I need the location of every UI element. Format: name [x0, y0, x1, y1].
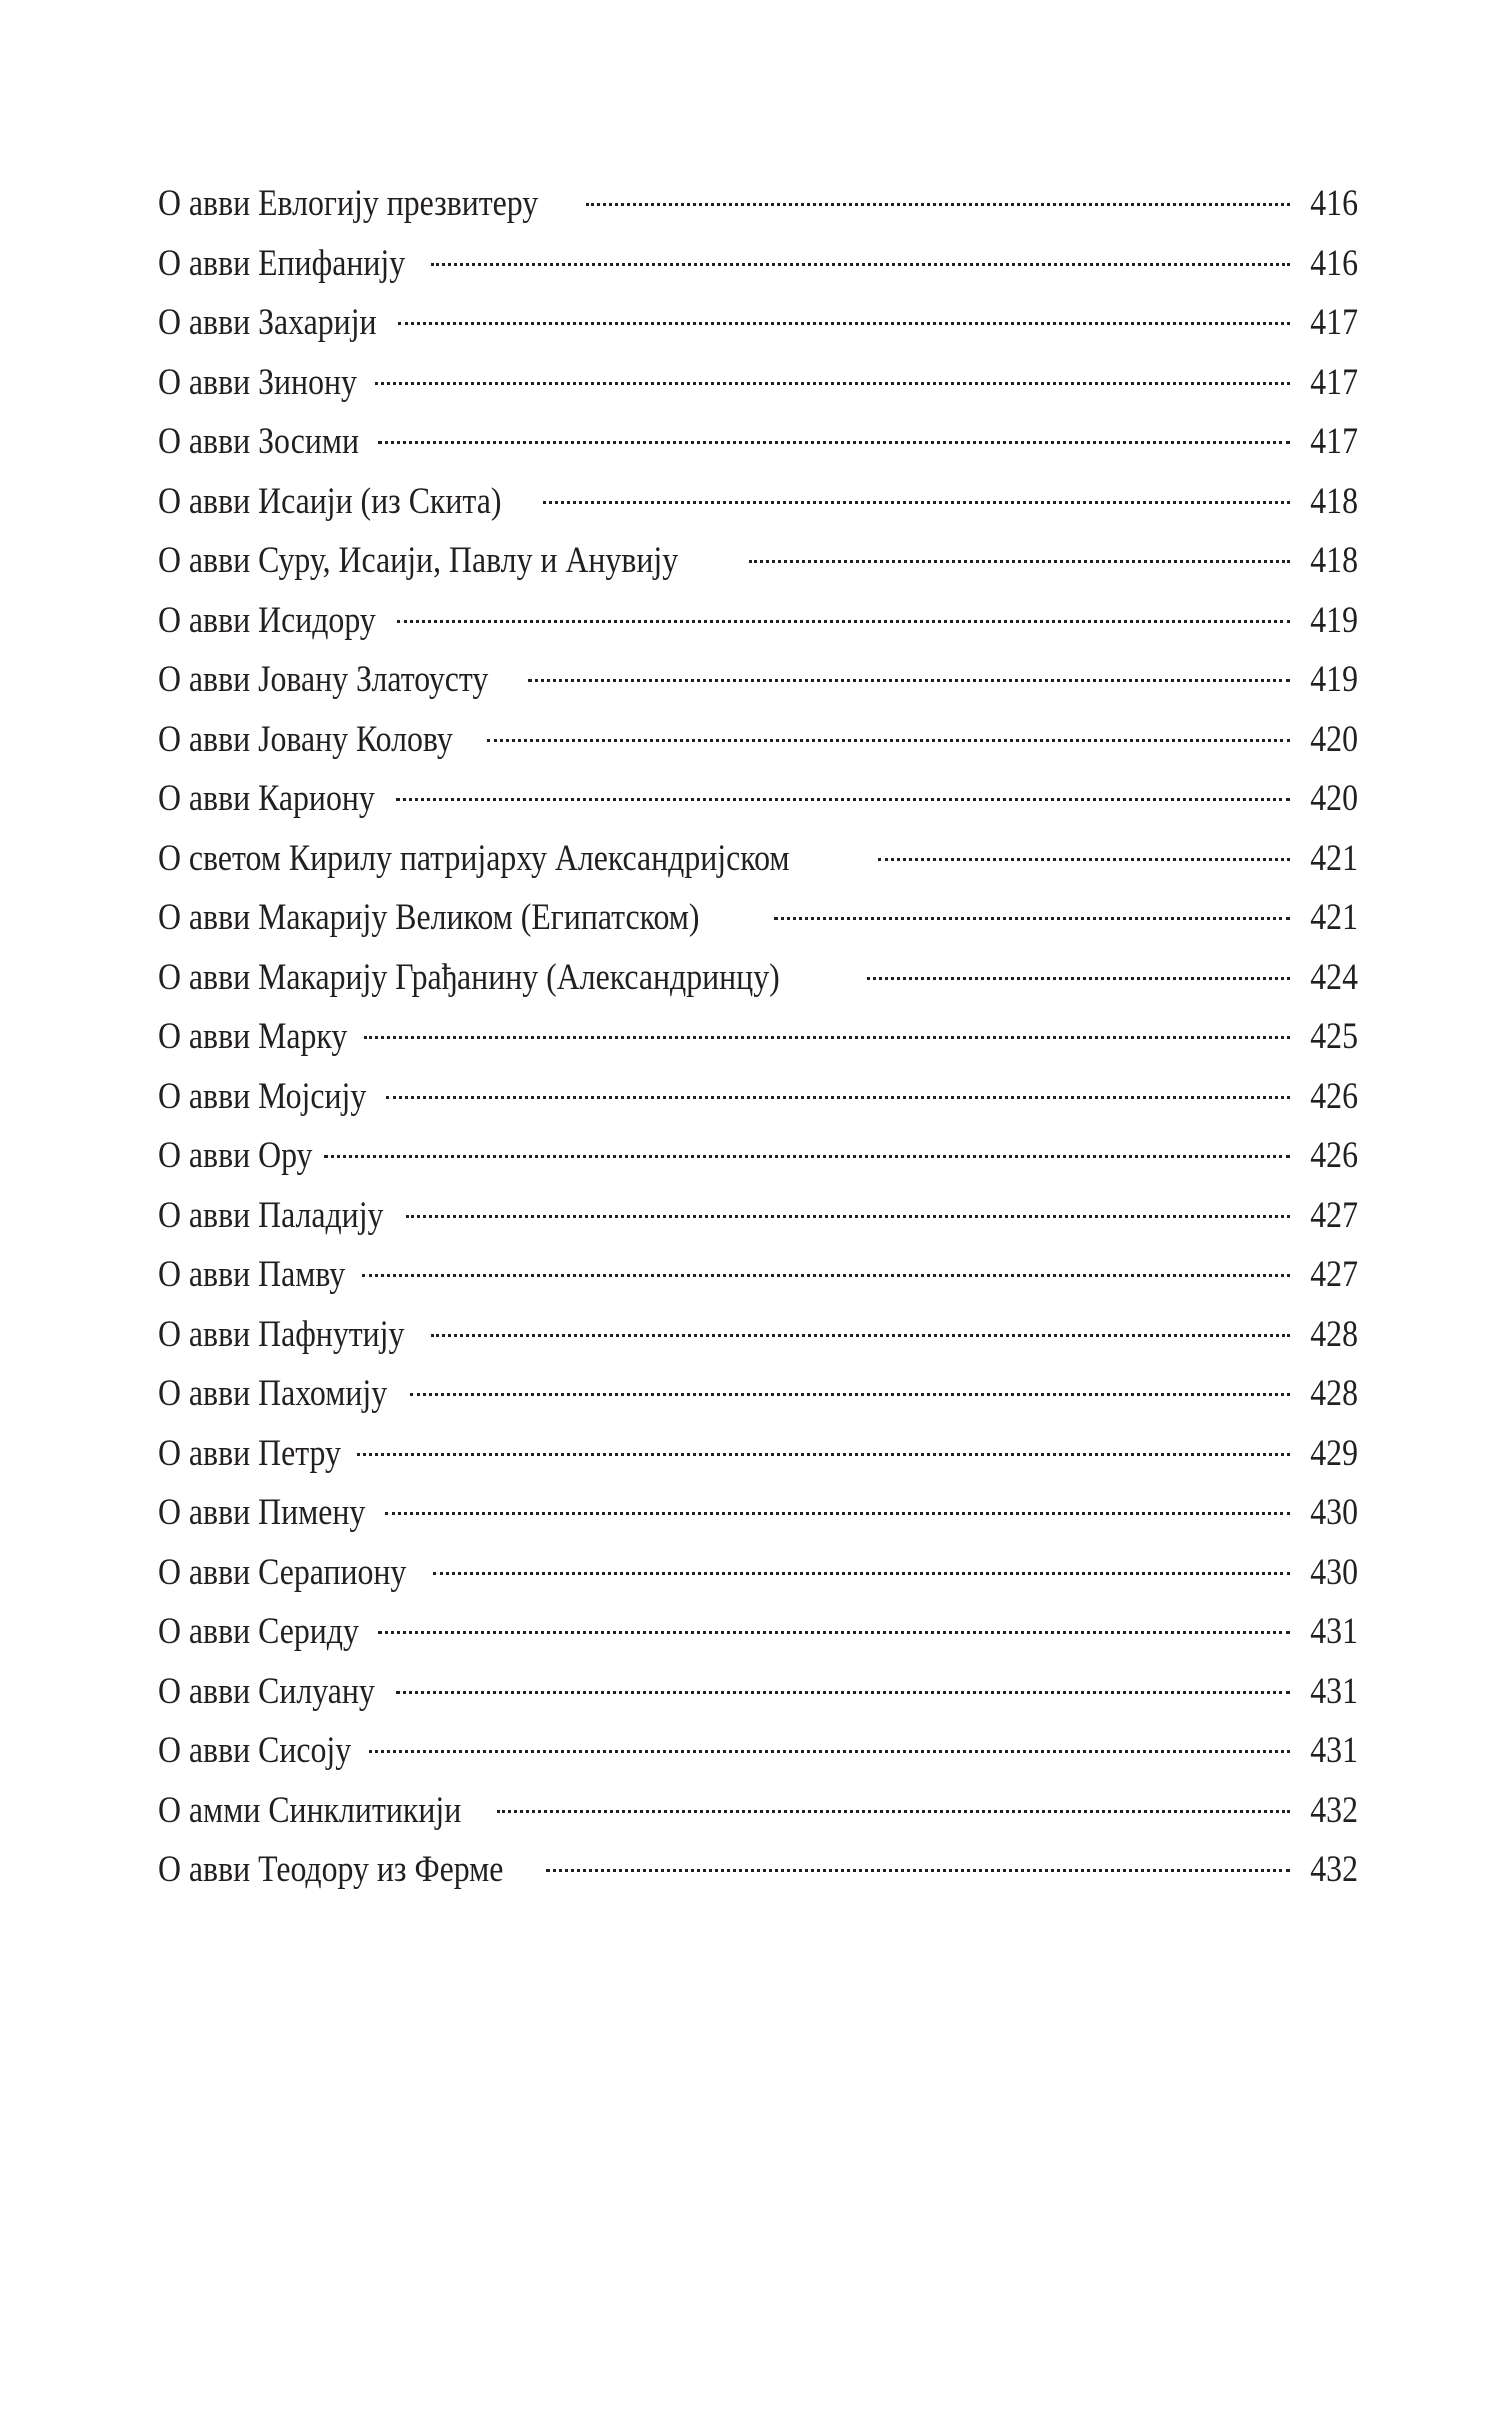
toc-entry [158, 829, 1358, 889]
toc-entry-page-number: 430 [1310, 1492, 1358, 1533]
toc-entry-title: О авви Памву [158, 1254, 346, 1295]
toc-entry [158, 1840, 1358, 1900]
toc-entry-title: О авви Јовану Колову [158, 718, 453, 760]
toc-entry-page-number: 416 [1310, 242, 1358, 284]
toc-entry-page-number: 419 [1310, 659, 1358, 700]
toc-entry [158, 888, 1358, 948]
toc-entry-page-number: 420 [1310, 718, 1358, 760]
dot-leader [410, 1393, 1290, 1396]
table-of-contents [158, 174, 1358, 1900]
toc-entry-page-number: 419 [1310, 599, 1358, 641]
dot-leader [543, 501, 1290, 504]
toc-entry [158, 412, 1358, 472]
toc-entry [158, 1721, 1358, 1781]
toc-entry-page-number: 424 [1310, 956, 1358, 998]
dot-leader [362, 1274, 1290, 1277]
toc-entry [158, 293, 1358, 353]
toc-entry-title: О авви Петру [158, 1432, 341, 1474]
dot-leader [433, 1572, 1290, 1575]
toc-entry-page-number: 430 [1310, 1551, 1358, 1593]
toc-entry [158, 1781, 1358, 1841]
toc-entry [158, 1305, 1358, 1365]
toc-entry [158, 353, 1358, 413]
toc-entry [158, 769, 1358, 829]
dot-leader [406, 1215, 1290, 1218]
toc-entry-title: О авви Макарију Грађанину (Александринцу) [158, 956, 780, 998]
toc-entry-page-number: 416 [1310, 183, 1358, 224]
toc-entry-page-number: 427 [1310, 1194, 1358, 1236]
toc-entry-page-number: 426 [1310, 1075, 1358, 1117]
toc-entry-page-number: 431 [1310, 1730, 1358, 1771]
dot-leader [324, 1155, 1290, 1158]
toc-entry [158, 1424, 1358, 1484]
toc-entry [158, 1126, 1358, 1186]
dot-leader [398, 322, 1290, 325]
toc-entry-page-number: 431 [1310, 1611, 1358, 1652]
toc-entry-title: О авви Серапиону [158, 1551, 407, 1593]
toc-entry [158, 1364, 1358, 1424]
toc-entry-title: О авви Исаији (из Скита) [158, 480, 502, 522]
toc-entry-page-number: 432 [1310, 1849, 1358, 1890]
dot-leader [878, 858, 1290, 861]
toc-entry-page-number: 429 [1310, 1432, 1358, 1474]
toc-entry-title: О авви Исидору [158, 599, 376, 641]
toc-entry-title: О светом Кирилу патријарху Александријском [158, 837, 790, 879]
toc-entry-page-number: 421 [1310, 897, 1358, 938]
dot-leader [431, 1334, 1290, 1337]
toc-entry [158, 650, 1358, 710]
toc-entry-title: О авви Паладију [158, 1194, 384, 1236]
dot-leader [487, 739, 1290, 742]
toc-entry-title: О авви Теодору из Ферме [158, 1849, 504, 1890]
dot-leader [396, 1691, 1290, 1694]
dot-leader [396, 798, 1290, 801]
dot-leader [528, 679, 1290, 682]
dot-leader [375, 382, 1290, 385]
toc-entry-page-number: 431 [1310, 1670, 1358, 1712]
toc-entry-page-number: 417 [1310, 302, 1358, 343]
toc-entry [158, 1245, 1358, 1305]
toc-entry [158, 174, 1358, 234]
toc-entry-page-number: 418 [1310, 480, 1358, 522]
toc-entry [158, 1543, 1358, 1603]
dot-leader [369, 1750, 1290, 1753]
toc-entry-page-number: 426 [1310, 1135, 1358, 1176]
toc-entry [158, 531, 1358, 591]
toc-entry-title: О авви Сисоју [158, 1730, 352, 1771]
toc-entry-page-number: 421 [1310, 837, 1358, 879]
toc-entry [158, 1662, 1358, 1722]
toc-entry [158, 234, 1358, 294]
toc-entry-page-number: 417 [1310, 421, 1358, 462]
toc-entry-title: О авви Ору [158, 1135, 313, 1176]
toc-entry-title: О авви Зинону [158, 361, 357, 403]
toc-entry [158, 948, 1358, 1008]
toc-entry-title: О авви Силуану [158, 1670, 375, 1712]
toc-entry-page-number: 427 [1310, 1254, 1358, 1295]
toc-entry-page-number: 428 [1310, 1373, 1358, 1414]
dot-leader [586, 203, 1290, 206]
dot-leader [364, 1036, 1290, 1039]
toc-entry-title: О авви Суру, Исаији, Павлу и Анувију [158, 540, 679, 581]
toc-entry [158, 1483, 1358, 1543]
toc-entry-page-number: 417 [1310, 361, 1358, 403]
toc-entry [158, 472, 1358, 532]
toc-entry-page-number: 420 [1310, 778, 1358, 819]
toc-entry-title: О авви Мојсију [158, 1075, 367, 1117]
toc-entry-title: О авви Марку [158, 1016, 348, 1057]
toc-entry [158, 591, 1358, 651]
toc-entry-page-number: 418 [1310, 540, 1358, 581]
dot-leader [497, 1810, 1290, 1813]
toc-entry-title: О авви Евлогију презвитеру [158, 183, 539, 224]
toc-entry-title: О авви Пимену [158, 1492, 366, 1533]
toc-entry [158, 1186, 1358, 1246]
dot-leader [378, 441, 1290, 444]
toc-entry [158, 1602, 1358, 1662]
dot-leader [774, 917, 1290, 920]
toc-entry-title: О авви Макарију Великом (Египатском) [158, 897, 700, 938]
toc-entry-page-number: 425 [1310, 1016, 1358, 1057]
toc-entry-title: О авви Захарији [158, 302, 377, 343]
toc-entry-title: О авви Кариону [158, 778, 375, 819]
dot-leader [397, 620, 1290, 623]
toc-entry-title: О авви Епифанију [158, 242, 406, 284]
toc-entry-title: О авви Зосими [158, 421, 360, 462]
dot-leader [378, 1631, 1290, 1634]
toc-entry-title: О авви Сериду [158, 1611, 359, 1652]
toc-entry-title: О амми Синклитикији [158, 1789, 462, 1831]
toc-entry [158, 1067, 1358, 1127]
dot-leader [431, 263, 1290, 266]
dot-leader [385, 1512, 1290, 1515]
dot-leader [749, 560, 1290, 563]
toc-entry-title: О авви Пафнутију [158, 1313, 405, 1355]
toc-entry-title: О авви Јовану Златоусту [158, 659, 489, 700]
toc-entry [158, 1007, 1358, 1067]
dot-leader [867, 977, 1290, 980]
dot-leader [386, 1096, 1290, 1099]
toc-entry-page-number: 432 [1310, 1789, 1358, 1831]
toc-entry-title: О авви Пахомију [158, 1373, 388, 1414]
toc-entry-page-number: 428 [1310, 1313, 1358, 1355]
dot-leader [357, 1453, 1290, 1456]
toc-entry [158, 710, 1358, 770]
dot-leader [546, 1869, 1290, 1872]
